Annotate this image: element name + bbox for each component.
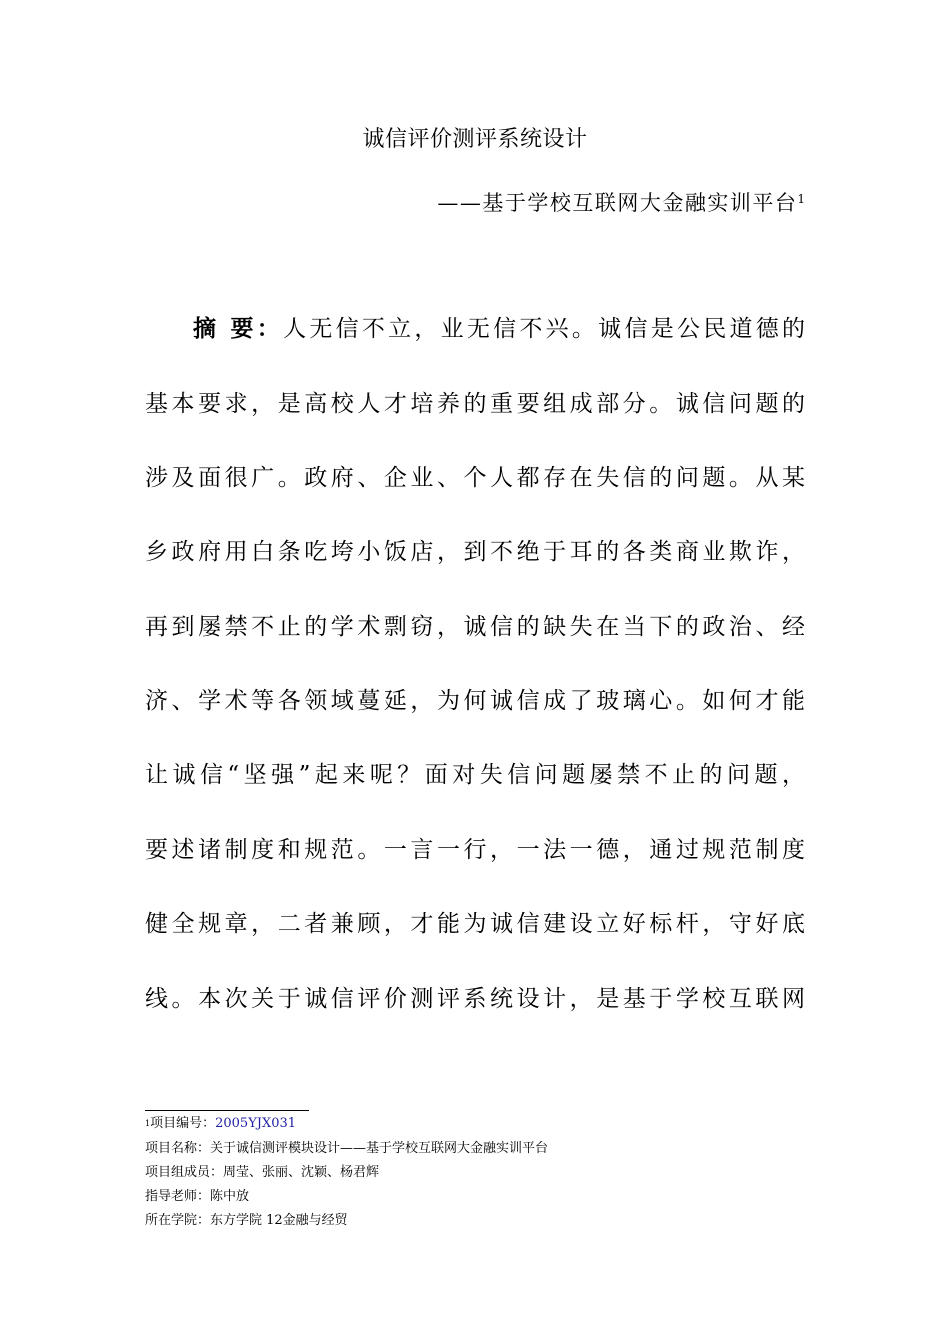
abstract-text: 人无信不立，业无信不兴。诚信是公民道德的 <box>283 316 805 342</box>
abstract-line-8: 要述诸制度和规范。一言一行，一法一德，通过规范制度 <box>145 837 805 863</box>
abstract-line-2: 基本要求，是高校人才培养的重要组成部分。诚信问题的 <box>145 391 805 417</box>
abstract-line-9: 健全规章，二者兼顾，才能为诚信建设立好标杆，守好底 <box>145 911 805 937</box>
footnote-project-number <box>145 1114 296 1134</box>
document-title: 诚信评价测评系统设计 <box>362 127 588 152</box>
abstract-line-5: 再到屡禁不止的学术剽窃，诚信的缺失在当下的政治、经 <box>145 614 805 640</box>
footnote-advisor: 指导老师：陈中放 <box>145 1189 250 1204</box>
footnote-project-name: 项目名称：关于诚信测评模块设计——基于学校互联网大金融实训平台 <box>145 1141 549 1156</box>
project-number-label: 项目编号： <box>150 1116 216 1131</box>
project-number-value: 2005YJX031 <box>215 1116 297 1131</box>
document-subtitle <box>437 186 805 220</box>
abstract-line-4: 乡政府用白条吃垮小饭店，到不绝于耳的各类商业欺诈， <box>145 539 805 565</box>
subtitle-text: ——基于学校互联网大金融实训平台 <box>437 191 798 215</box>
footnote-mark: 1 <box>145 1119 151 1128</box>
abstract-line-1 <box>193 309 805 349</box>
abstract-line-10: 线。本次关于诚信评价测评系统设计，是基于学校互联网 <box>145 986 805 1012</box>
footnote-college: 所在学院：东方学院 12金融与经贸 <box>145 1213 348 1228</box>
abstract-line-7: 让诚信“坚强”起来呢？面对失信问题屡禁不止的问题， <box>145 762 805 788</box>
abstract-line-3: 涉及面很广。政府、企业、个人都存在失信的问题。从某 <box>145 465 805 491</box>
abstract-line-6: 济、学术等各领域蔓延，为何诚信成了玻璃心。如何才能 <box>145 688 805 714</box>
footnote-reference-mark: 1 <box>797 192 805 206</box>
footnote-members: 项目组成员：周莹、张丽、沈颖、杨君辉 <box>145 1165 380 1180</box>
footnote-separator <box>145 1110 309 1111</box>
abstract-label: 摘 要： <box>193 316 284 342</box>
